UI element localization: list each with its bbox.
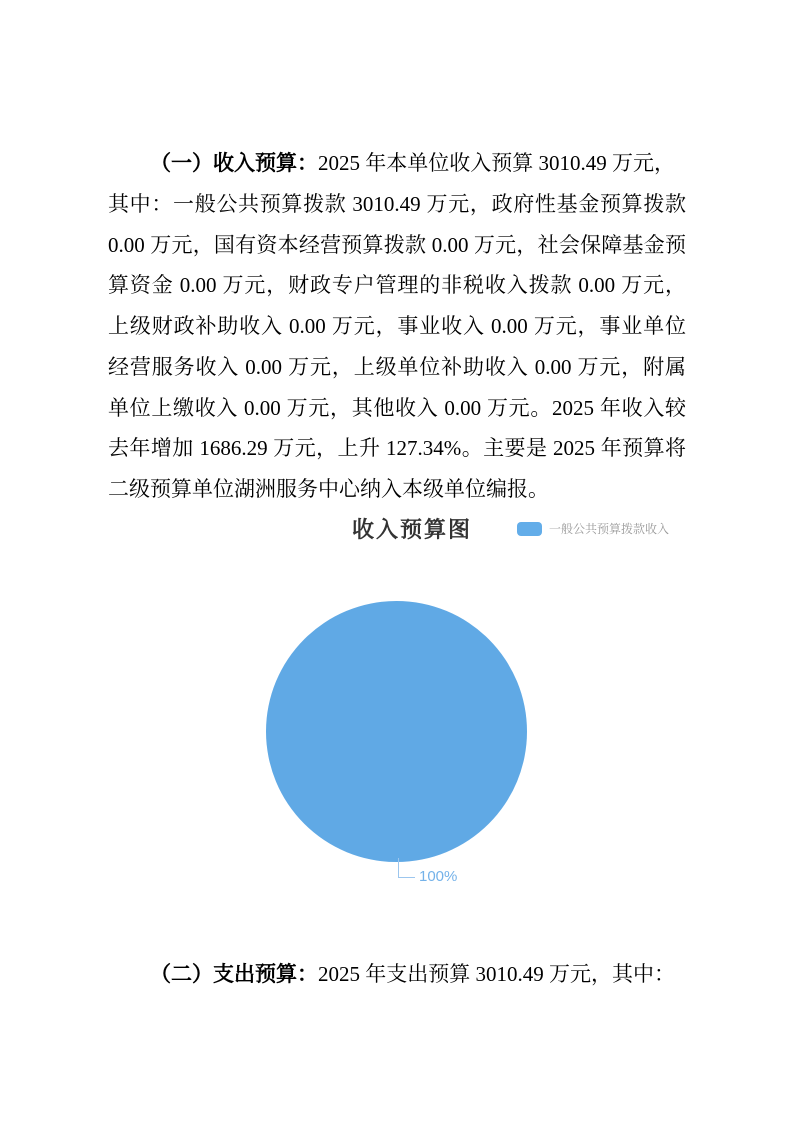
income-line: [108, 143, 686, 184]
chart-title: 收入预算图: [352, 517, 473, 542]
income-line: 其中：一般公共预算拨款 3010.49 万元，政府性基金预算拨款: [108, 191, 686, 216]
income-heading-rest: 2025 年本单位收入预算 3010.49 万元，: [318, 151, 675, 175]
income-line: 二级预算单位湖洲服务中心纳入本级单位编报。: [108, 477, 549, 501]
income-line: 0.00 万元，国有资本经营预算拨款 0.00 万元，社会保障基金预: [108, 232, 686, 257]
income-line: 经营服务收入 0.00 万元，上级单位补助收入 0.00 万元，附属: [108, 354, 686, 379]
expense-paragraph: [108, 954, 708, 995]
pie-label-leader-line: [398, 858, 415, 878]
income-line: 去年增加 1686.29 万元，上升 127.34%。主要是 2025 年预算将: [108, 436, 686, 461]
income-section-heading: （一）收入预算：: [150, 151, 318, 175]
pie-slice-general-public-budget: [266, 601, 527, 862]
expense-heading-rest: 2025 年支出预算 3010.49 万元，其中：: [318, 962, 675, 986]
income-paragraph: [108, 143, 686, 510]
chart-legend: [517, 520, 669, 537]
income-line: 上级财政补助收入 0.00 万元，事业收入 0.00 万元，事业单位: [108, 314, 686, 338]
pie-percent-label: 100%: [419, 868, 458, 885]
expense-section-heading: （二）支出预算：: [150, 962, 318, 986]
income-line: 单位上缴收入 0.00 万元，其他收入 0.00 万元。2025 年收入较: [108, 395, 686, 420]
legend-swatch-icon: [517, 522, 542, 536]
legend-label: 一般公共预算拨款收入: [549, 522, 670, 536]
income-line: 算资金 0.00 万元，财政专户管理的非税收入拨款 0.00 万元，: [108, 273, 686, 298]
